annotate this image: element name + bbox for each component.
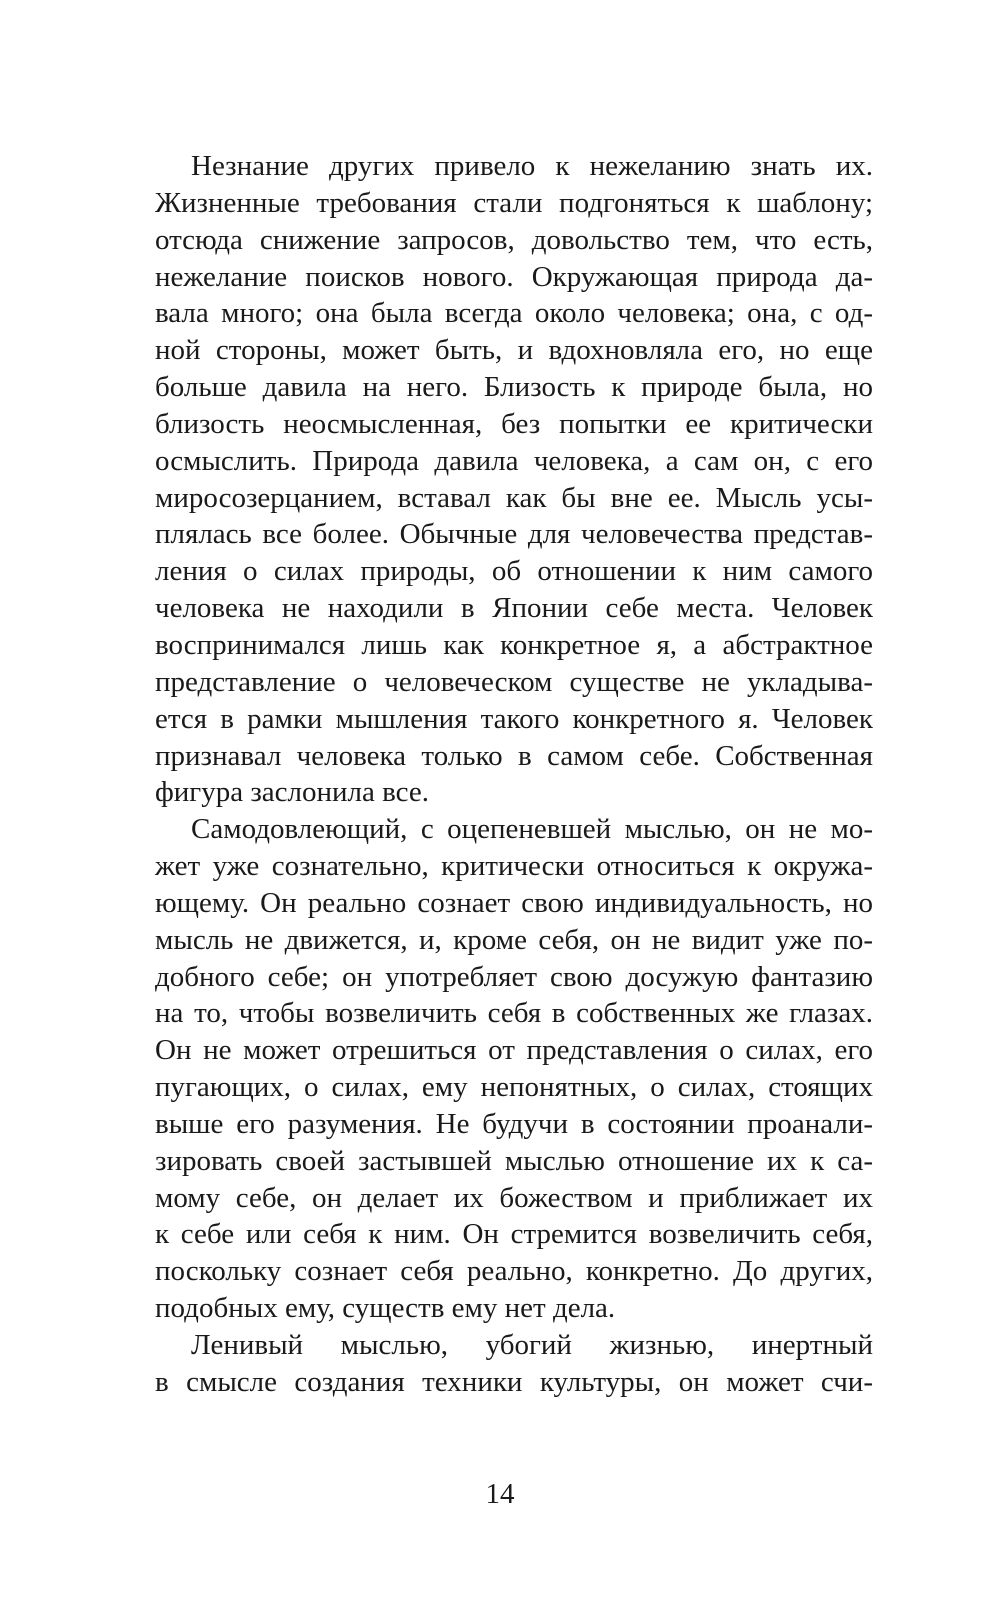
- text-line: миросозерцанием, вставал как бы вне ее. Мысль усы-: [155, 481, 873, 514]
- text-line: Незнание других привело к нежеланию знать их.: [191, 150, 873, 182]
- paragraph: [155, 1327, 873, 1401]
- body-text: [155, 148, 873, 1401]
- text-line: человека не находили в Японии себе места. Человек: [155, 592, 873, 625]
- page-number: 14: [485, 1478, 515, 1510]
- text-line: ной стороны, может быть, и вдохновляла его, но еще: [155, 334, 873, 367]
- text-line: ления о силах природы, об отношении к ним самого: [155, 555, 873, 588]
- text-line: зировать своей застывшей мыслью отношение их к са-: [155, 1144, 873, 1177]
- text-line: к себе или себя к ним. Он стремится возвеличить себя,: [155, 1218, 873, 1251]
- text-line: поскольку сознает себя реально, конкретно. До других,: [155, 1255, 873, 1288]
- text-line: добного себе; он употребляет свою досужую фантазию: [155, 960, 873, 993]
- text-line: отсюда снижение запросов, довольство тем, что есть,: [155, 223, 873, 256]
- text-line: признавал человека только в самом себе. Собственная: [155, 739, 873, 772]
- text-line: осмыслить. Природа давила человека, а сам он, с его: [155, 444, 873, 477]
- paragraph: [155, 148, 873, 811]
- text-line: мому себе, он делает их божеством и приближает их: [155, 1181, 873, 1214]
- text-line: ющему. Он реально сознает свою индивидуальность, но: [155, 886, 873, 919]
- text-line: Он не может отрешиться от представления о силах, его: [155, 1034, 873, 1067]
- text-line: больше давила на него. Близость к природе была, но: [155, 371, 873, 404]
- text-line: подобных ему, существ ему нет дела.: [155, 1292, 616, 1325]
- text-line: жет уже сознательно, критически относиться к окружа-: [155, 850, 873, 883]
- text-line: пугающих, о силах, ему непонятных, о силах, стоящих: [155, 1071, 873, 1104]
- text-line: Ленивый мыслью, убогий жизнью, инертный: [191, 1329, 873, 1361]
- text-line: Самодовлеющий, с оцепеневшей мыслью, он не мо-: [191, 813, 873, 846]
- text-line: представление о человеческом существе не укладыва-: [155, 665, 873, 698]
- text-line: мысль не движется, и, кроме себя, он не видит уже по-: [155, 923, 873, 956]
- text-line: Жизненные требования стали подгоняться к шаблону;: [155, 186, 873, 219]
- text-line: в смысле создания техники культуры, он может счи-: [155, 1365, 873, 1398]
- text-line: на то, чтобы возвеличить себя в собственных же глазах.: [155, 997, 873, 1030]
- text-line: плялась все более. Обычные для человечества представ-: [155, 518, 873, 551]
- text-line: воспринимался лишь как конкретное я, а абстрактное: [155, 628, 873, 661]
- text-line: вала много; она была всегда около человека; она, с од-: [155, 297, 873, 330]
- text-line: фигура заслонила все.: [155, 776, 429, 809]
- text-line: близость неосмысленная, без попытки ее критически: [155, 407, 873, 440]
- text-line: выше его разумения. Не будучи в состоянии проанали-: [155, 1107, 873, 1140]
- text-line: нежелание поисков нового. Окружающая природа да-: [155, 260, 873, 293]
- text-line: ется в рамки мышления такого конкретного я. Человек: [155, 702, 873, 735]
- paragraph: [155, 811, 873, 1327]
